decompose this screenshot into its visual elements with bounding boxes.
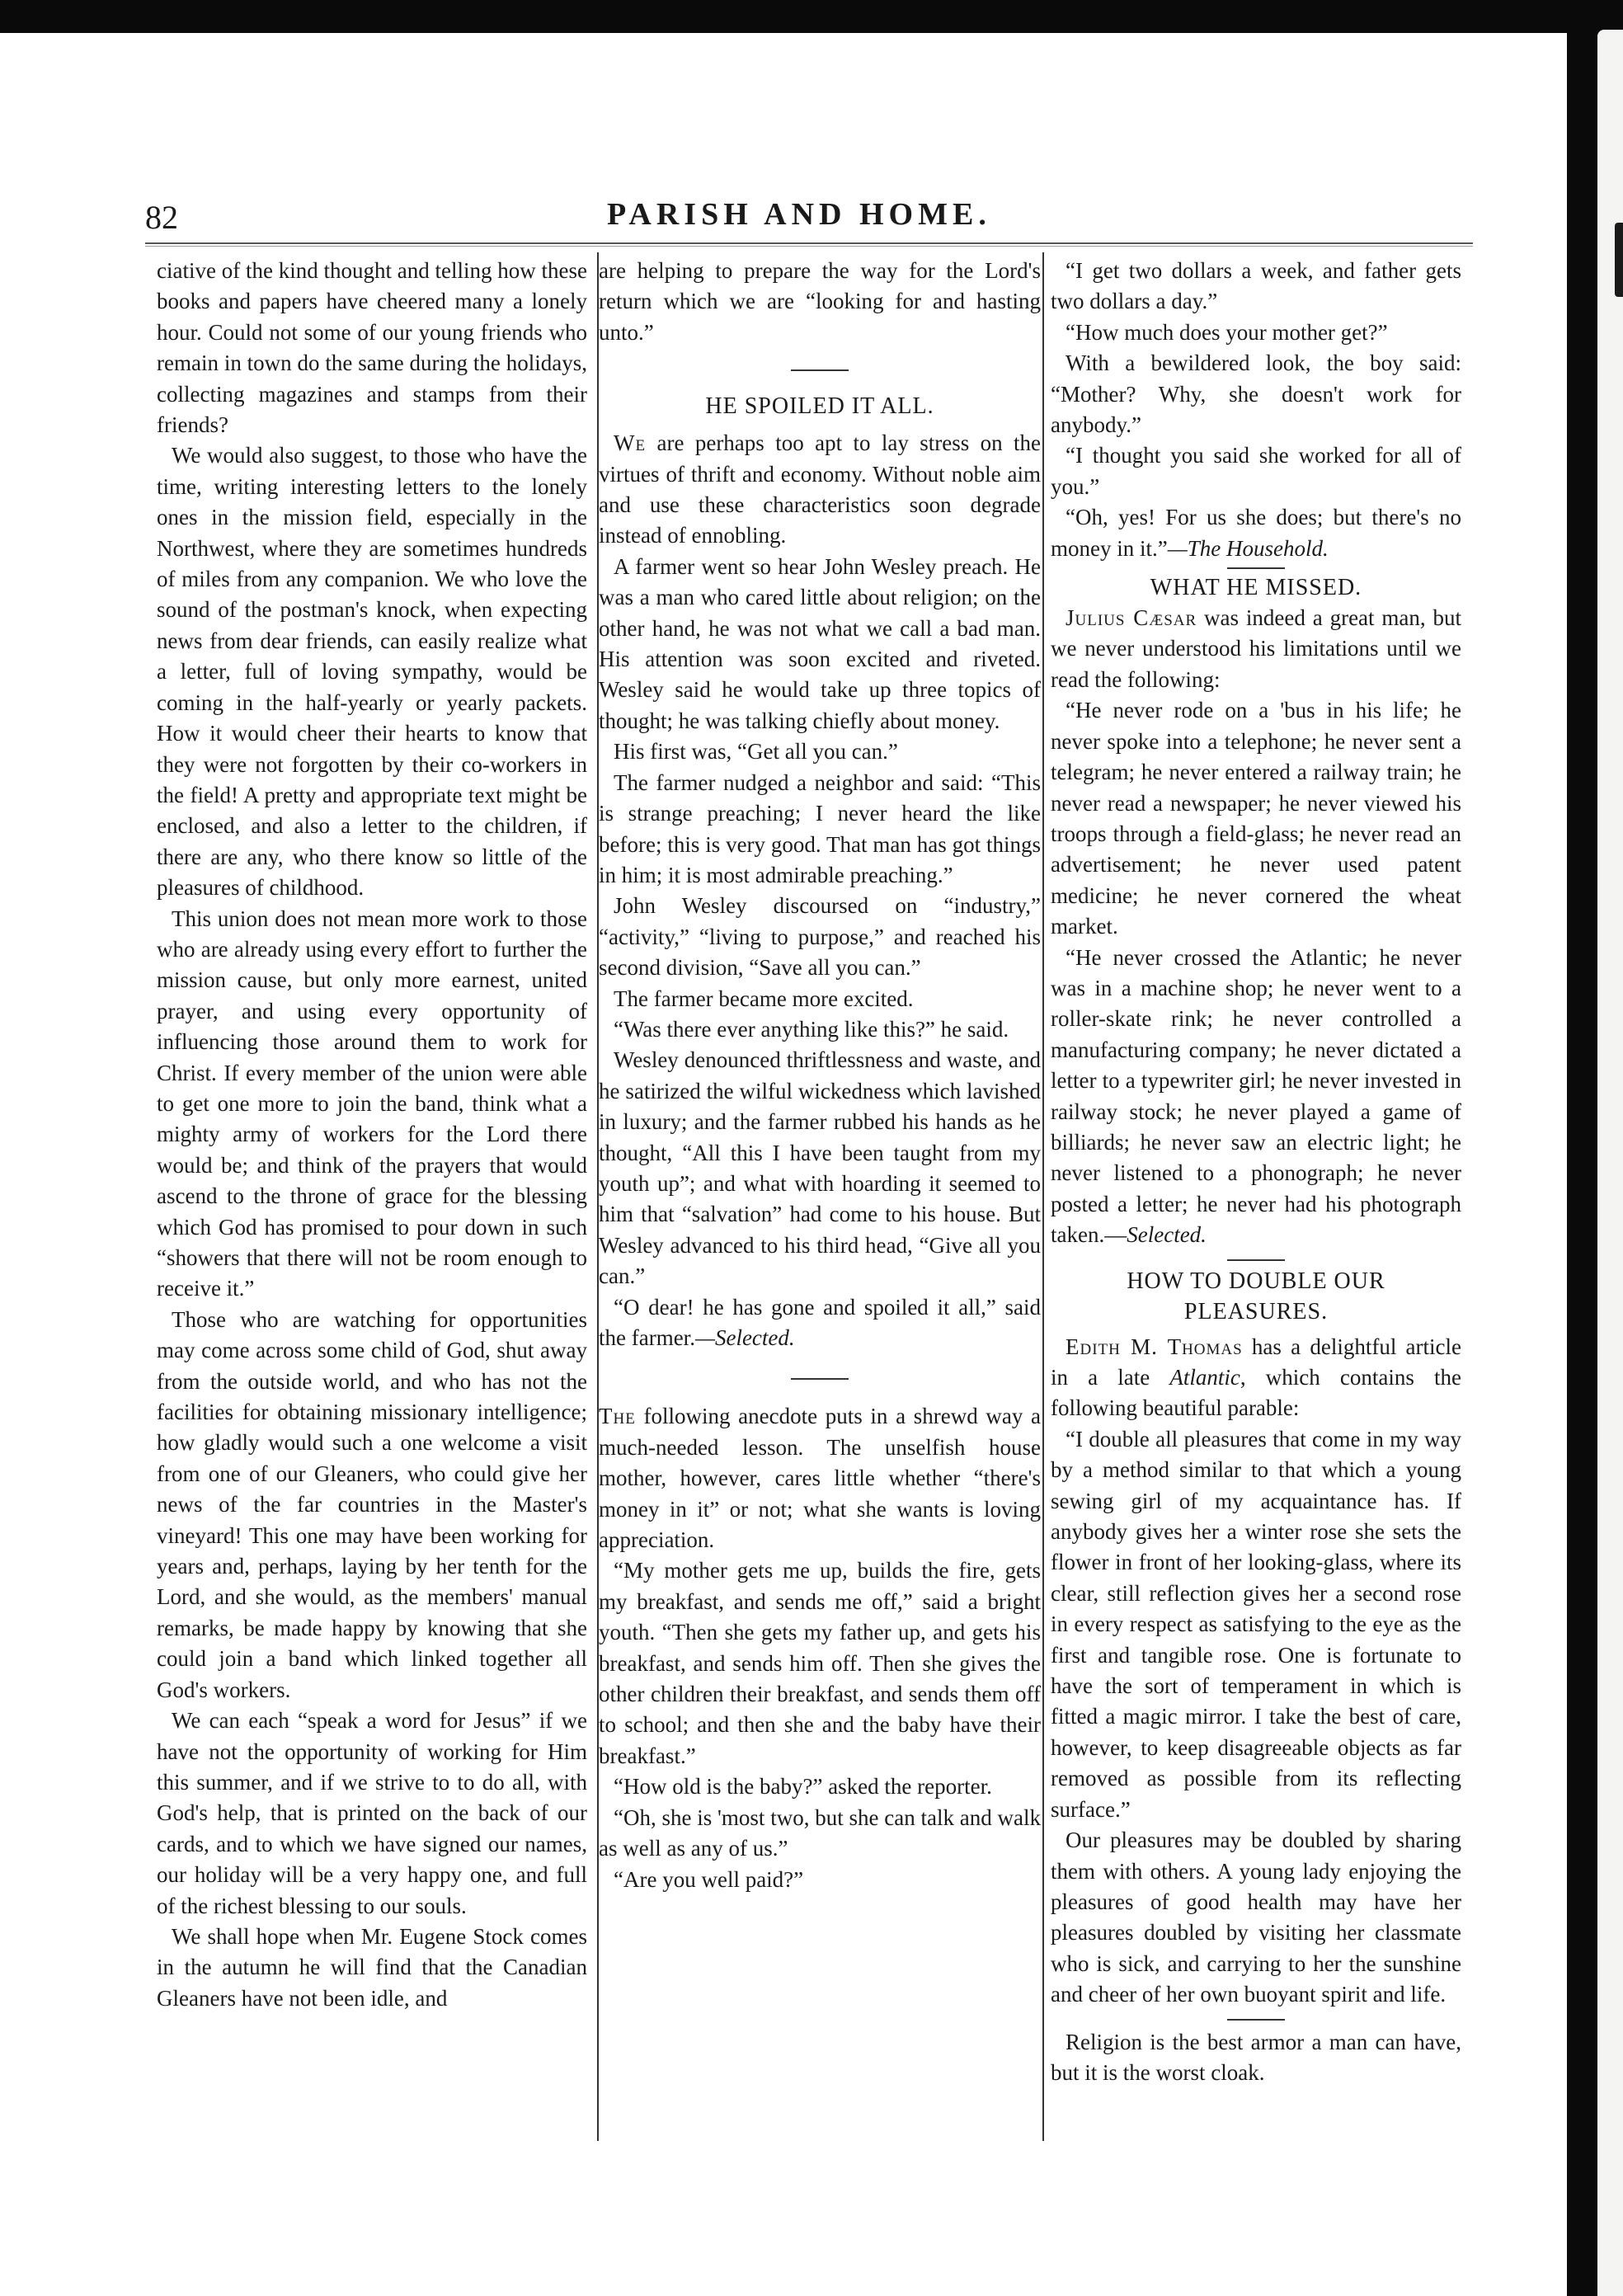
paragraph: With a bewildered look, the boy said: “Mother? Why, she doesn't work for anybody.” [1051,351,1461,438]
paragraph: His first was, “Get all you can.” [614,739,898,765]
paragraph: “He never rode on a 'bus in his life; he never spoke into a telephone; he never sent a telegram; he never entered a railway train; he never read a newspaper; he never viewed his troops through a field-glass; he never read an advertisement; he never used patent medicine; he never cornered the wheat market. [1051,698,1461,939]
paragraph: “He never crossed the Atlantic; he never was in a machine shop; he never went to a roller-skate rink; he never controlled a manufacturing company; he never dictated a letter to a typewriter girl; he never invested in railway stock; he never played a game of billiards; he never saw an electric light; he never listened to a phonograph; he never posted a letter; he never had his photograph taken.—Selected. [1051,944,1461,1248]
section-rule [791,1378,849,1380]
paragraph: The farmer became more excited. [614,986,914,1011]
paragraph: ciative of the kind thought and telling how these books and papers have cheered many a lonely hour. Could not some of our young friends who remain in town do the same during the holidays, collecting magazines and stamps from their friends? [157,258,587,438]
header-rule-thin [145,246,1473,247]
source-credit: —The Household. [1167,535,1329,561]
paragraph: We are perhaps too apt to lay stress on the virtues of thrift and economy. Without noble aim and use these characteristics soon degrade instead of ennobling. [599,430,1041,548]
paragraph: are helping to prepare the way for the Lord's return which we are “looking for and hasting unto.” [599,258,1041,345]
page-number: 82 [145,199,178,236]
paragraph: This union does not mean more work to those who are already using every effort to further the mission cause, but only more earnest, united prayer, and using every opportunity of influencing those around them to work for Christ. If every member of the union were able to get one more to join the band, think what a mighty army of workers for the Lord there would be; and think of the prayers that would ascend to the throne of grace for the blessing which God has promised to pour down in such “showers that there will not be room enough to receive it.” [157,906,587,1301]
article-heading: HE SPOILED IT ALL. [705,393,934,420]
paragraph: The following anecdote puts in a shrewd way a much-needed lesson. The unselfish house mother, however, cares little whether “there's money in it” or not; what she wants is loving appreciation. [599,1404,1041,1553]
facing-page-edge [1597,30,1623,2296]
drop-word: The [599,1404,636,1429]
article-heading: WHAT HE MISSED. [1150,575,1362,601]
paragraph: John Wesley discoursed on “industry,” “activity,” “living to purpose,” and reached his second division, “Save all you can.” [599,893,1041,981]
column-divider-right [1042,252,1044,2141]
drop-word: We [614,430,647,456]
article-heading-continued: PLEASURES. [1183,1298,1329,1324]
paragraph: “Was there ever anything like this?” he said. [614,1016,1009,1042]
column-middle [599,256,1041,1895]
paragraph: We shall hope when Mr. Eugene Stock comes in the autumn he will find that the Canadian Gleaners have not been idle, and [157,1923,587,2011]
scan-border-top [0,0,1623,33]
running-head-title: PARISH AND HOME. [607,197,991,232]
paragraph: “O dear! he has gone and spoiled it all,” said the farmer.—Selected. [599,1294,1041,1350]
header-rule [145,242,1473,244]
section-rule [1227,567,1285,569]
paragraph: The farmer nudged a neighbor and said: “This is strange preaching; I never heard the like before; this is very good. That man has got things in him; it is most admirable preaching.” [599,769,1041,887]
paragraph: “I get two dollars a week, and father gets two dollars a day.” [1051,258,1461,314]
paragraph: “I double all pleasures that come in my way by a method similar to that which a young sewing girl of my acquaintance has. If anybody gives her a winter rose she sets the flower in front of her looking-glass, where its clear, still reflection gives her a second rose in every respect as satisfying to the eye as the first and tangible rose. One is fortunate to have the sort of temperament in which is fitted a magic mirror. I take the best of care, however, to keep disagreeable objects as far removed as possible from its reflecting surface.” [1051,1426,1461,1822]
publication-title: Atlantic [1169,1365,1240,1390]
facing-page-mark [1615,223,1623,297]
paragraph: “How much does your mother get?” [1066,319,1388,345]
paragraph: Wesley denounced thriftlessness and waste, and he satirized the wilful wickedness which lavished in luxury; and the farmer rubbed his hands as he thought, “All this I have been taught from my youth up”; and what with hoarding it seemed to him that “salvation” had come to his house. But Wesley advanced to his third head, “Give all you can.” [599,1047,1041,1289]
paragraph: “I thought you said she worked for all of you.” [1051,443,1461,499]
paragraph: Religion is the best armor a man can have, but it is the worst cloak. [1051,2029,1461,2085]
drop-word: Edith M. Thomas [1066,1334,1243,1359]
source-credit: Selected. [1127,1222,1207,1248]
paragraph: Our pleasures may be doubled by sharing them with others. A young lady enjoying the pleasures of good health may have her pleasures doubled by visiting her classmate who is sick, and carrying to her the sunshine and cheer of her own buoyant spirit and life. [1051,1828,1461,2007]
source-credit: —Selected. [694,1325,795,1350]
section-rule [1227,2019,1285,2021]
paragraph: We would also suggest, to those who have the time, writing interesting letters to the lonely ones in the mission field, especially in the Northwest, where they are sometimes hundreds of miles from any companion. We who love the sound of the postman's knock, when expecting news from dear friends, can easily realize what a letter, full of loving sympathy, would be coming in the half-yearly or yearly packets. How it would cheer their hearts to know that they were not forgotten by their co-workers in the field! A pretty and appropriate text might be enclosed, and also a letter to the children, if there are any, who there know so little of the pleasures of childhood. [157,443,587,901]
paragraph: Julius Cæsar was indeed a great man, but we never understood his limitations until we read the following: [1051,605,1461,692]
paragraph: “My mother gets me up, builds the fire, gets my breakfast, and sends me off,” said a bright youth. “Then she gets my father up, and gets his breakfast, and sends him off. Then she gives the other children their breakfast, and sends them off to school; and then she and the baby have their breakfast.” [599,1558,1041,1768]
paragraph: “How old is the baby?” asked the reporter. [614,1774,992,1800]
drop-word: Julius Cæsar [1066,605,1197,631]
column-left [157,256,587,2014]
paragraph: “Are you well paid?” [614,1866,804,1892]
article-heading: HOW TO DOUBLE OUR [1127,1268,1385,1294]
paragraph: “Oh, yes! For us she does; but there's no money in it.”—The Household. [1051,505,1461,561]
section-rule [1227,1259,1285,1261]
section-rule [791,369,849,371]
column-right [1051,256,1461,2088]
paragraph: Edith M. Thomas has a delightful article in a late Atlantic, which contains the following beautiful parable: [1051,1334,1461,1421]
paragraph: “Oh, she is 'most two, but she can talk and walk as well as any of us.” [599,1804,1041,1861]
paragraph: Those who are watching for opportunities may come across some child of God, shut away from the outside world, and who has not the facilities for obtaining missionary intelligence; how gladly would such a one welcome a visit from one of our Gleaners, who could give her news of the far countries in the Master's vineyard! This one may have been working for years and, perhaps, laying by her tenth for the Lord, and she would, as the members' manual remarks, be made happy by knowing that she could join a band which linked together all God's workers. [157,1306,587,1702]
paragraph: We can each “speak a word for Jesus” if we have not the opportunity of working for Him this summer, and if we strive to to do all, with God's help, that is printed on the back of our cards, and to which we have signed our names, our holiday will be a very happy one, and full of the richest blessing to our souls. [157,1708,587,1918]
paragraph: A farmer went so hear John Wesley preach. He was a man who cared little about religion; on the other hand, he was not what we call a bad man. His attention was soon excited and riveted. Wesley said he would take up three topics of thought; he was talking chiefly about money. [599,553,1041,733]
